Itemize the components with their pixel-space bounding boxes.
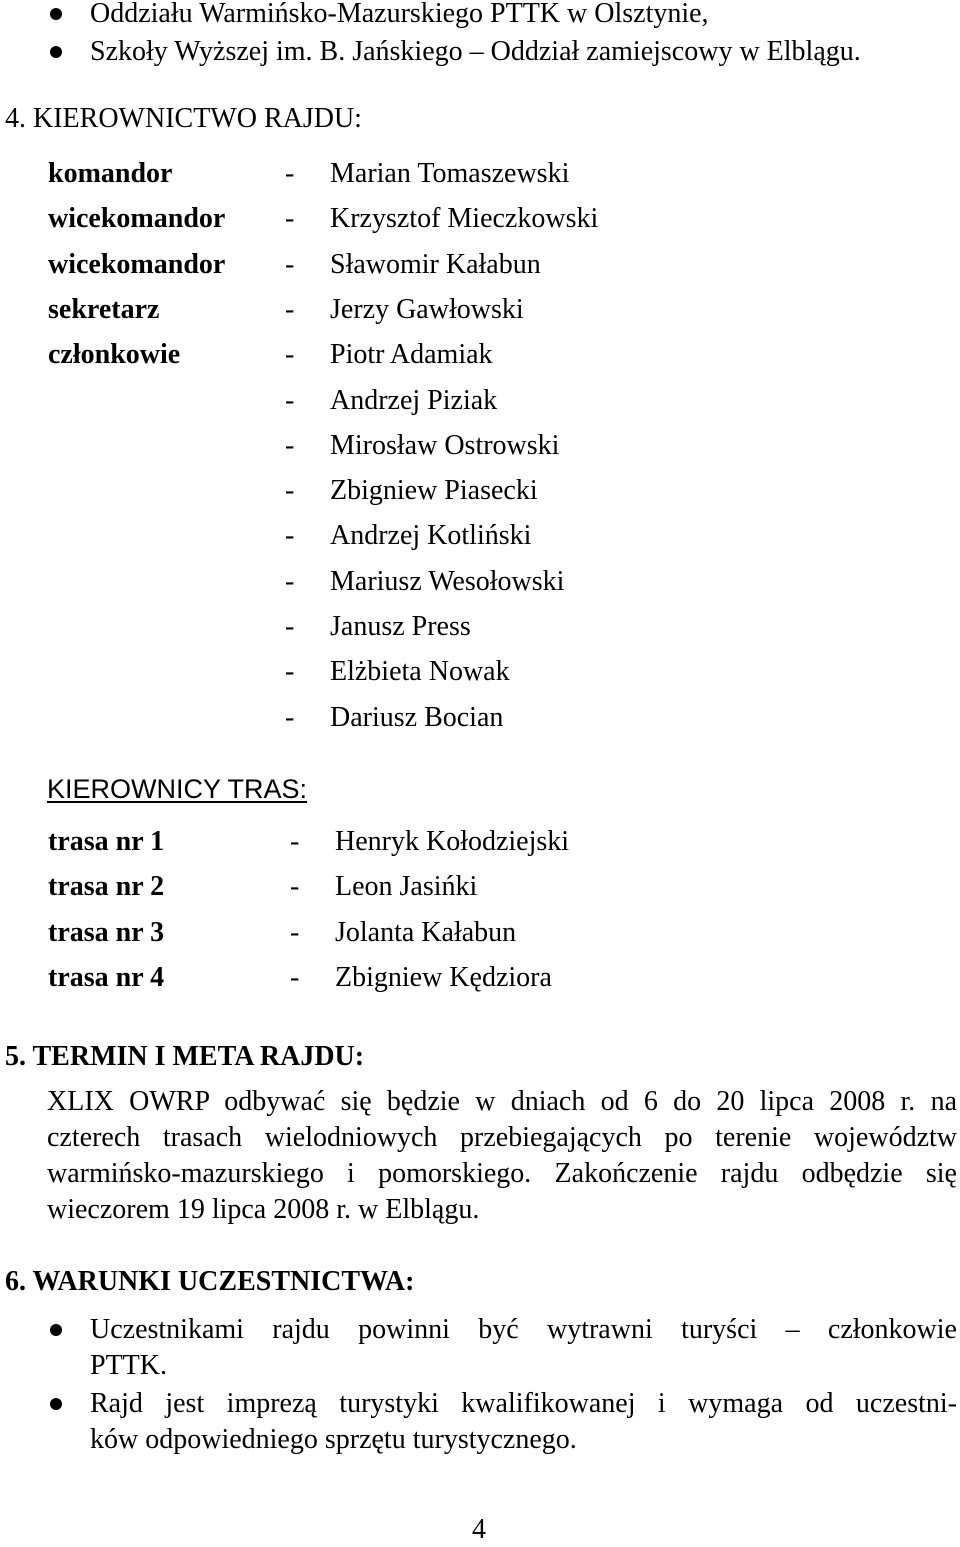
person-name: Mariusz Wesołowski xyxy=(330,566,565,597)
person-name: Mirosław Ostrowski xyxy=(330,430,560,461)
route-label: trasa nr 4 xyxy=(48,962,165,993)
paragraph-line: czterech trasach wielodniowych przebiegających po terenie województw xyxy=(47,1122,957,1153)
bullet-icon xyxy=(50,1398,62,1410)
dash-separator: - xyxy=(285,294,295,325)
dash-separator: - xyxy=(285,611,295,642)
dash-separator: - xyxy=(285,158,295,189)
person-name: Sławomir Kałabun xyxy=(330,249,541,280)
person-name: Henryk Kołodziejski xyxy=(335,826,570,857)
list-item: Szkoły Wyższej im. B. Jańskiego – Oddział zamiejscowy w Elblągu. xyxy=(90,36,861,67)
person-name: Piotr Adamiak xyxy=(330,339,493,370)
person-name: Janusz Press xyxy=(330,611,471,642)
list-item-continuation: PTTK. xyxy=(90,1350,167,1381)
person-name: Jerzy Gawłowski xyxy=(330,294,524,325)
list-item: Uczestnikami rajdu powinni być wytrawni turyści – członkowie xyxy=(90,1314,957,1345)
role-label: wicekomandor xyxy=(48,203,226,234)
paragraph-line: warmińsko-mazurskiego i pomorskiego. Zakończenie rajdu odbędzie się xyxy=(47,1158,957,1189)
dash-separator: - xyxy=(285,566,295,597)
role-label: wicekomandor xyxy=(48,249,226,280)
dash-separator: - xyxy=(285,249,295,280)
person-name: Zbigniew Piasecki xyxy=(330,475,538,506)
dash-separator: - xyxy=(285,339,295,370)
list-item: Oddziału Warmińsko-Mazurskiego PTTK w Olsztynie, xyxy=(90,0,709,29)
paragraph-line: XLIX OWRP odbywać się będzie w dniach od 6 do 20 lipca 2008 r. na xyxy=(47,1086,957,1117)
bullet-icon xyxy=(50,1324,62,1336)
person-name: Leon Jasińki xyxy=(335,871,478,902)
dash-separator: - xyxy=(290,871,300,902)
dash-separator: - xyxy=(285,203,295,234)
person-name: Jolanta Kałabun xyxy=(335,917,517,948)
bullet-icon xyxy=(50,46,62,58)
role-label: sekretarz xyxy=(48,294,160,325)
person-name: Dariusz Bocian xyxy=(330,702,504,733)
dash-separator: - xyxy=(285,520,295,551)
route-label: trasa nr 1 xyxy=(48,826,165,857)
route-label: trasa nr 3 xyxy=(48,917,165,948)
person-name: Zbigniew Kędziora xyxy=(335,962,552,993)
section-heading-4: 4. KIEROWNICTWO RAJDU: xyxy=(5,103,362,134)
dash-separator: - xyxy=(285,702,295,733)
dash-separator: - xyxy=(285,656,295,687)
list-item: Rajd jest imprezą turystyki kwalifikowanej i wymaga od uczestni- xyxy=(90,1388,957,1419)
list-item-continuation: ków odpowiedniego sprzętu turystycznego. xyxy=(90,1424,577,1455)
person-name: Andrzej Kotliński xyxy=(330,520,532,551)
role-label: członkowie xyxy=(48,339,181,370)
person-name: Krzysztof Mieczkowski xyxy=(330,203,599,234)
person-name: Elżbieta Nowak xyxy=(330,656,510,687)
person-name: Marian Tomaszewski xyxy=(330,158,570,189)
role-label: komandor xyxy=(48,158,173,189)
paragraph-line: wieczorem 19 lipca 2008 r. w Elblągu. xyxy=(47,1194,480,1225)
dash-separator: - xyxy=(285,385,295,416)
bullet-icon xyxy=(50,8,62,20)
dash-separator: - xyxy=(290,917,300,948)
page-number: 4 xyxy=(472,1514,486,1545)
section-heading-5: 5. TERMIN I META RAJDU: xyxy=(5,1041,365,1072)
dash-separator: - xyxy=(285,430,295,461)
section-heading-6: 6. WARUNKI UCZESTNICTWA: xyxy=(5,1266,415,1297)
dash-separator: - xyxy=(285,475,295,506)
person-name: Andrzej Piziak xyxy=(330,385,498,416)
dash-separator: - xyxy=(290,962,300,993)
dash-separator: - xyxy=(290,826,300,857)
routes-heading: KIEROWNICY TRAS: xyxy=(47,774,308,804)
route-label: trasa nr 2 xyxy=(48,871,165,902)
